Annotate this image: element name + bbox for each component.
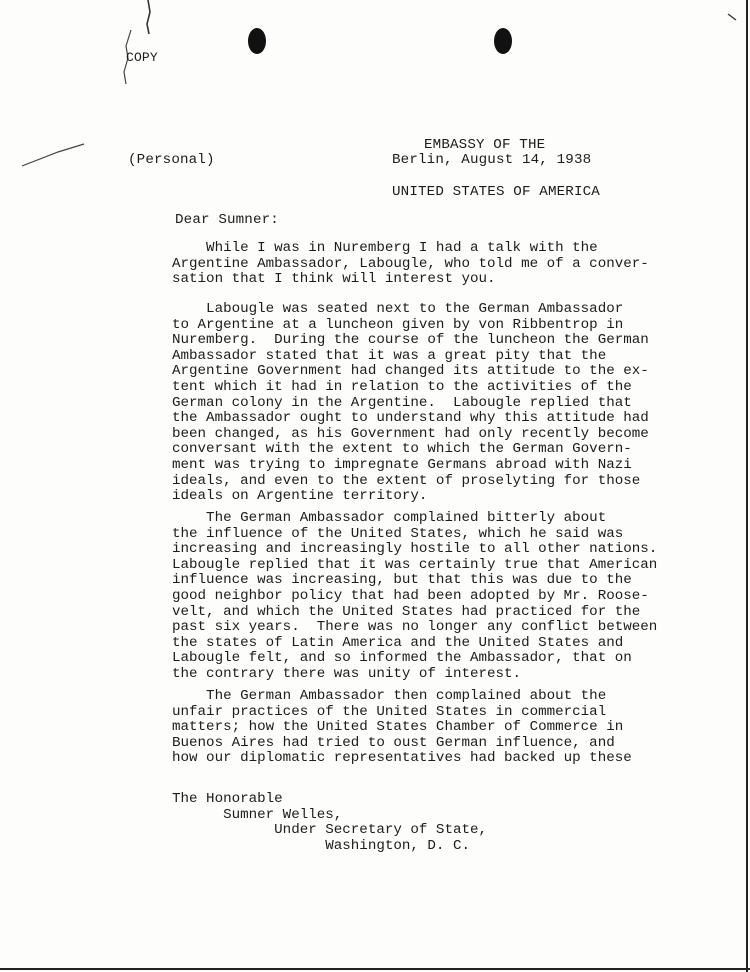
- paragraph-line: Nuremberg. During the course of the luncheon the German: [172, 332, 649, 349]
- paragraph-line: Labougle felt, and so informed the Ambassador, that on: [172, 650, 632, 667]
- paragraph-line: tent which it had in relation to the activities of the: [172, 378, 632, 395]
- address-line: Sumner Welles,: [172, 806, 343, 823]
- address-line: The Honorable: [172, 791, 283, 807]
- paragraph-1: [172, 241, 649, 288]
- paragraph-line: the contrary there was unity of interest.: [172, 665, 522, 682]
- salutation: Dear Sumner:: [175, 212, 279, 228]
- paragraph-line: been changed, as his Government had only recently become: [172, 425, 649, 442]
- dateline: Berlin, August 14, 1938: [392, 152, 592, 168]
- paragraph-line: conversant with the extent to which the German Govern-: [172, 441, 632, 458]
- paragraph-2: [172, 302, 649, 505]
- paragraph-line: to Argentine at a luncheon given by von Ribbentrop in: [172, 316, 624, 333]
- paragraph-line: German colony in the Argentine. Labougle replied that: [172, 394, 632, 411]
- paragraph-line: The German Ambassador complained bitterly about: [172, 510, 607, 526]
- paragraph-line: Argentine Ambassador, Labougle, who told me of a conver-: [172, 255, 649, 272]
- paragraph-line: the states of Latin America and the United States and: [172, 634, 624, 651]
- paragraph-line: Ambassador stated that it was a great pity that the: [172, 347, 607, 364]
- address-line: Under Secretary of State,: [172, 822, 488, 839]
- paragraph-line: the Ambassador ought to understand why this attitude had: [172, 410, 649, 427]
- paragraph-line: ment was trying to impregnate Germans abroad with Nazi: [172, 456, 632, 473]
- paragraph-line: ideals, and even to the extent of proselyting for those: [172, 472, 641, 489]
- paragraph-4: [172, 689, 632, 767]
- personal-marking: (Personal): [128, 152, 215, 168]
- paragraph-line: Argentine Government had changed its attitude to the ex-: [172, 363, 649, 380]
- paragraph-line: The German Ambassador then complained about the: [172, 688, 607, 704]
- paragraph-line: ideals on Argentine territory.: [172, 488, 428, 505]
- paragraph-line: sation that I think will interest you.: [172, 271, 496, 288]
- letterhead: [392, 107, 600, 232]
- paragraph-line: past six years. There was no longer any conflict between: [172, 619, 658, 636]
- letterhead-line-1: EMBASSY OF THE: [424, 137, 546, 154]
- paragraph-3: [172, 511, 657, 683]
- paragraph-line: how our diplomatic representatives had backed up these: [172, 750, 632, 767]
- paragraph-line: While I was in Nuremberg I had a talk with the: [172, 240, 598, 256]
- paragraph-line: Labougle was seated next to the German Ambassador: [172, 301, 624, 317]
- letterhead-line-2: UNITED STATES OF AMERICA: [392, 183, 600, 200]
- address-line: Washington, D. C.: [172, 837, 470, 854]
- paragraph-line: Buenos Aires had tried to oust German influence, and: [172, 734, 615, 751]
- copy-stamp: COPY: [126, 50, 158, 65]
- paragraph-line: unfair practices of the United States in commercial: [172, 703, 607, 720]
- paragraph-line: velt, and which the United States had practiced for the: [172, 603, 641, 620]
- paragraph-line: influence was increasing, but that this was due to the: [172, 572, 632, 589]
- paragraph-line: matters; how the United States Chamber of Commerce in: [172, 719, 624, 736]
- paragraph-line: the influence of the United States, which he said was: [172, 525, 624, 542]
- paragraph-line: good neighbor policy that had been adopted by Mr. Roose-: [172, 587, 649, 604]
- recipient-address: [172, 792, 487, 854]
- paragraph-line: Labougle replied that it was certainly true that American: [172, 556, 658, 573]
- paragraph-line: increasing and increasingly hostile to all other nations.: [172, 541, 658, 558]
